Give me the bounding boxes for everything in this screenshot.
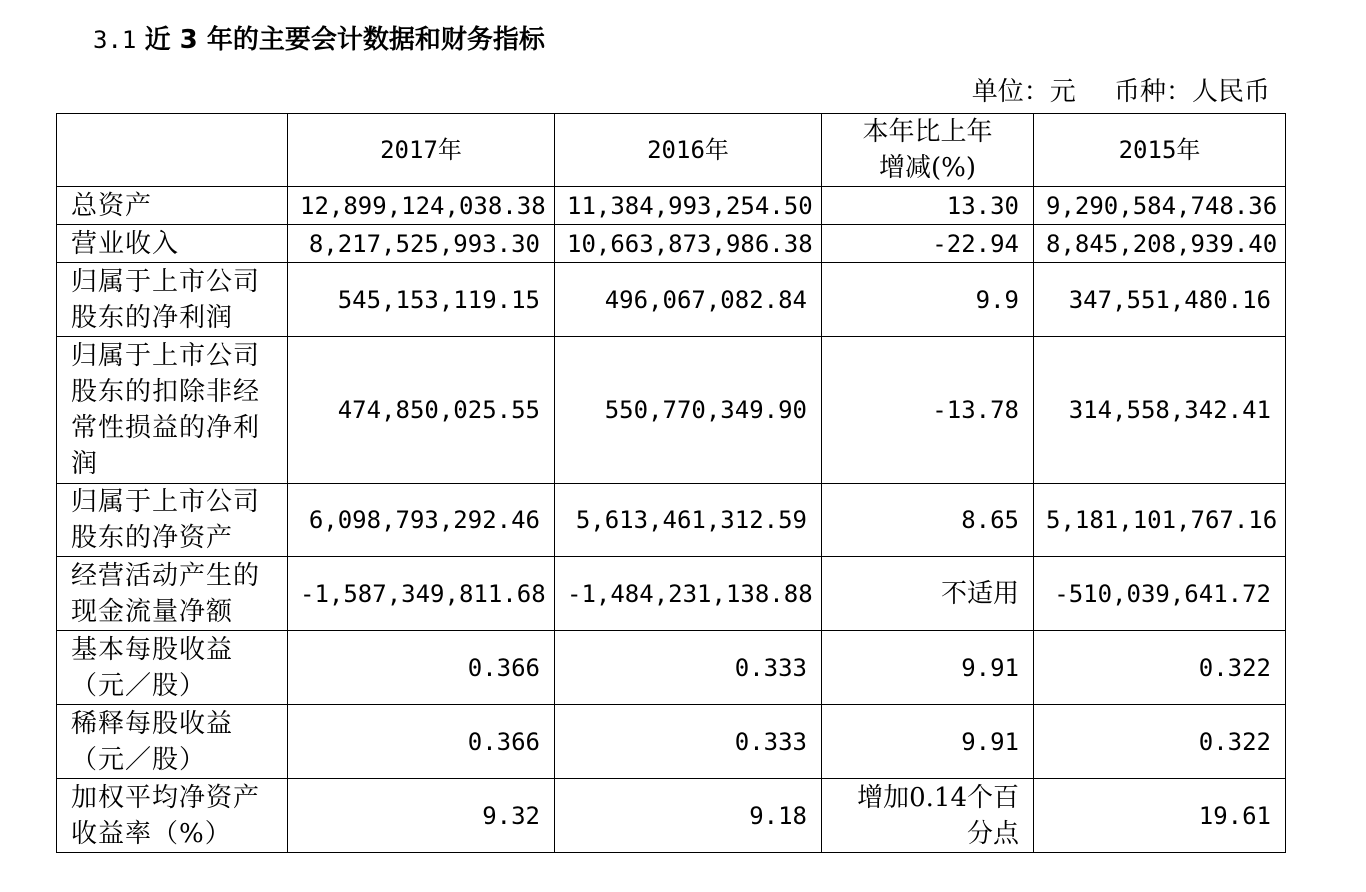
cell-2017: 12,899,124,038.38 — [288, 187, 555, 225]
cell-change: 不适用 — [822, 557, 1034, 631]
table-row — [57, 337, 1286, 484]
cell-2016: 0.333 — [555, 631, 822, 705]
cell-change: 8.65 — [822, 484, 1034, 557]
cell-2015: 5,181,101,767.16 — [1034, 484, 1286, 557]
unit-label: 单位：元 — [971, 77, 1076, 107]
currency-label: 币种：人民币 — [1113, 77, 1270, 107]
row-label: 总资产 — [57, 187, 288, 225]
cell-2016: 11,384,993,254.50 — [555, 187, 822, 225]
row-label: 归属于上市公司股东的净利润 — [57, 263, 288, 337]
cell-2017: 0.366 — [288, 631, 555, 705]
cell-change: 13.30 — [822, 187, 1034, 225]
cell-change: -13.78 — [822, 337, 1034, 484]
table-row — [57, 263, 1286, 337]
cell-2016: 550,770,349.90 — [555, 337, 822, 484]
row-label: 基本每股收益（元／股） — [57, 631, 288, 705]
cell-2015: 0.322 — [1034, 705, 1286, 779]
table-row — [57, 557, 1286, 631]
row-label: 营业收入 — [57, 225, 288, 263]
table-row — [57, 187, 1286, 225]
financial-indicators-table — [56, 113, 1286, 853]
table-row — [57, 705, 1286, 779]
table-row — [57, 225, 1286, 263]
cell-change: 增加0.14个百分点 — [822, 779, 1034, 853]
unit-line — [972, 74, 1270, 110]
cell-2016: 0.333 — [555, 705, 822, 779]
header-2016: 2016年 — [555, 114, 822, 187]
cell-2016: 9.18 — [555, 779, 822, 853]
row-label: 归属于上市公司股东的扣除非经常性损益的净利润 — [57, 337, 288, 484]
table-header-row — [57, 114, 1286, 187]
cell-2017: -1,587,349,811.68 — [288, 557, 555, 631]
row-label: 加权平均净资产收益率（%） — [57, 779, 288, 853]
cell-2017: 0.366 — [288, 705, 555, 779]
header-blank — [57, 114, 288, 187]
header-change: 本年比上年增减(%) — [822, 114, 1034, 187]
cell-2015: 8,845,208,939.40 — [1034, 225, 1286, 263]
cell-2016: -1,484,231,138.88 — [555, 557, 822, 631]
cell-change: 9.9 — [822, 263, 1034, 337]
cell-2017: 8,217,525,993.30 — [288, 225, 555, 263]
section-number: 3.1 — [93, 26, 137, 54]
cell-2017: 9.32 — [288, 779, 555, 853]
cell-2016: 496,067,082.84 — [555, 263, 822, 337]
cell-2015: -510,039,641.72 — [1034, 557, 1286, 631]
cell-2015: 9,290,584,748.36 — [1034, 187, 1286, 225]
cell-change: 9.91 — [822, 705, 1034, 779]
table-row — [57, 631, 1286, 705]
section-heading: 近 3 年的主要会计数据和财务指标 — [144, 25, 545, 55]
cell-2016: 10,663,873,986.38 — [555, 225, 822, 263]
cell-2015: 314,558,342.41 — [1034, 337, 1286, 484]
table-row — [57, 779, 1286, 853]
cell-2017: 6,098,793,292.46 — [288, 484, 555, 557]
cell-2015: 0.322 — [1034, 631, 1286, 705]
header-2015: 2015年 — [1034, 114, 1286, 187]
cell-2015: 19.61 — [1034, 779, 1286, 853]
cell-2015: 347,551,480.16 — [1034, 263, 1286, 337]
section-title — [93, 20, 545, 60]
row-label: 经营活动产生的现金流量净额 — [57, 557, 288, 631]
cell-change: 9.91 — [822, 631, 1034, 705]
row-label: 归属于上市公司股东的净资产 — [57, 484, 288, 557]
header-2017: 2017年 — [288, 114, 555, 187]
cell-change: -22.94 — [822, 225, 1034, 263]
table-row — [57, 484, 1286, 557]
cell-2017: 474,850,025.55 — [288, 337, 555, 484]
cell-2016: 5,613,461,312.59 — [555, 484, 822, 557]
row-label: 稀释每股收益（元／股） — [57, 705, 288, 779]
cell-2017: 545,153,119.15 — [288, 263, 555, 337]
